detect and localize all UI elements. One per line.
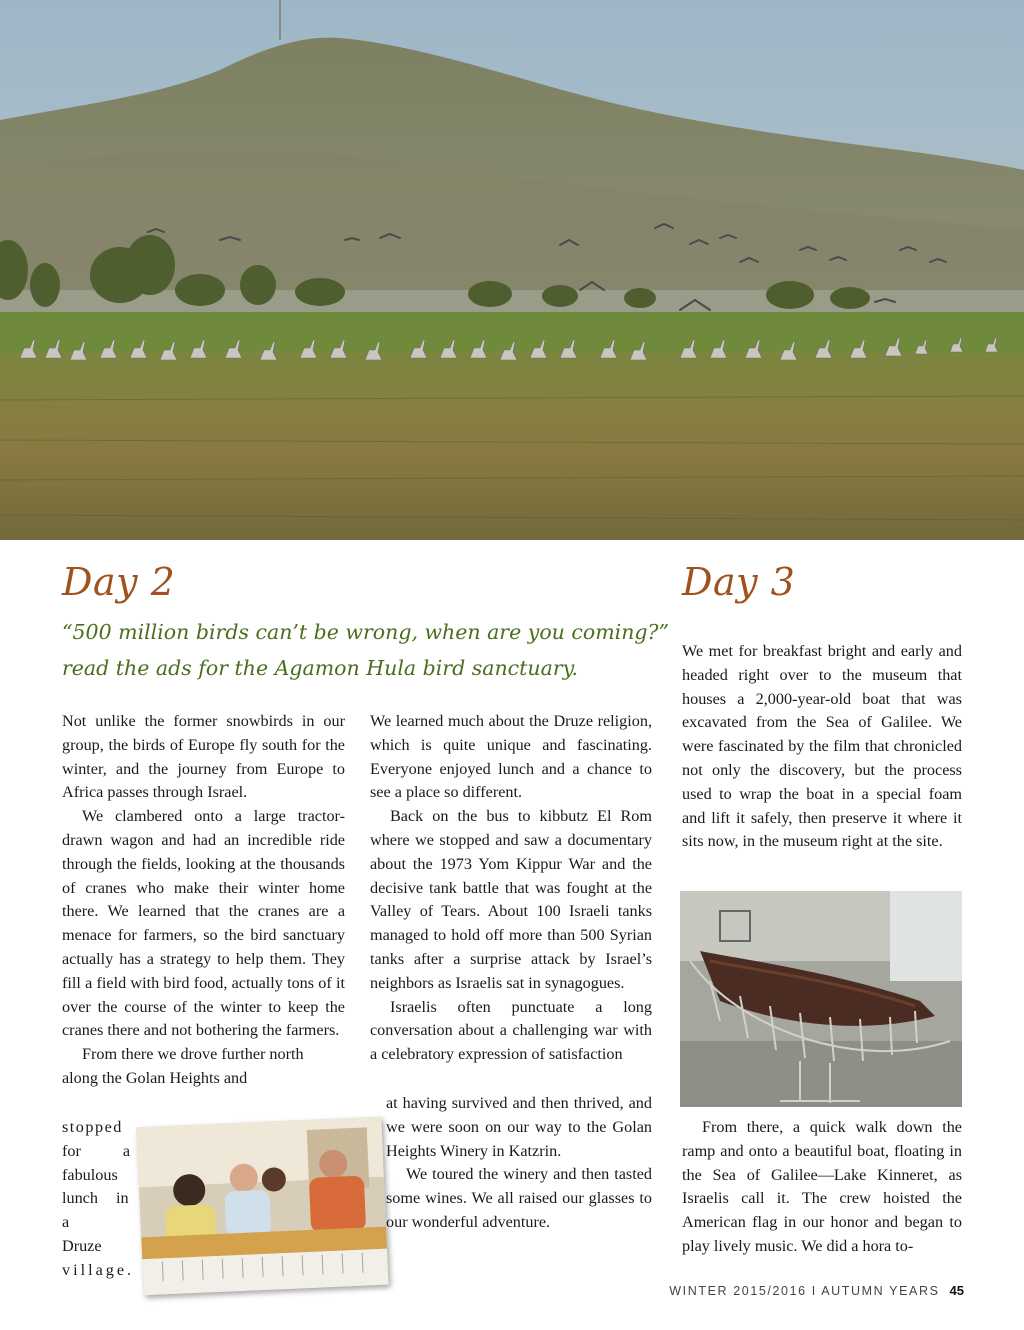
day2-col1-word-5: a Druze xyxy=(62,1213,102,1255)
day2-col1-wrap xyxy=(62,1116,134,1283)
day3-heading: Day 3 xyxy=(682,560,796,604)
day2-column-2-wrap xyxy=(386,1092,652,1235)
day2-col1-word-6: village. xyxy=(62,1260,135,1279)
day3-column-top xyxy=(682,640,962,854)
day2-col1-word-2: for a xyxy=(62,1141,131,1160)
day2-col1-paragraph-2: We clambered onto a large tractor-drawn wagon and had an incredible ride through the fields, looking at the thousands of cranes who make their winter home there. We learned that the cranes are a menace for farmers, so the bird sanctuary actually has a strategy to help them. They fill a field with bird food, actually tons of it over the course of the winter to keep the cranes there and not bothering the farmers. xyxy=(62,807,345,1040)
day2-column-1 xyxy=(62,710,345,1091)
ancient-boat-photo xyxy=(680,891,962,1107)
day2-col2-paragraph-1: We learned much about the Druze religion, which is quite unique and fascinating. Everyone enjoyed lunch and a chance to see a place so different. xyxy=(370,712,652,802)
day2-heading: Day 2 xyxy=(62,560,176,604)
winery-tasting-photo xyxy=(136,1117,388,1296)
issue-label: WINTER 2015/2016 I AUTUMN YEARS xyxy=(669,1284,940,1298)
page-number: 45 xyxy=(949,1283,964,1298)
day2-col2-paragraph-3b: at having survived and then thrived, and we were soon on our way to the Golan Heights Winery in Katzrin. xyxy=(386,1094,652,1160)
hero-photo-cranes xyxy=(0,0,1024,540)
day2-col1-word-4: lunch in xyxy=(62,1189,129,1208)
day2-col2-paragraph-2: Back on the bus to kibbutz El Rom where we stopped and saw a documentary about the 1973 Yom Kippur War and the decisive tank battle that was fought at the Valley of Tears. About 100 Israeli tanks managed to hold off more than 500 Syrian tanks after a surprise attack by Israel’s neighbors as Israelis sat in synagogues. xyxy=(370,807,652,992)
day2-col1-paragraph-1: Not unlike the former snowbirds in our group, the birds of Europe fly south for the winter, and the journey from Europe to Africa passes through Israel. xyxy=(62,712,345,802)
page-footer xyxy=(669,1283,964,1298)
day2-col1-paragraph-3-line1: From there we drove further north xyxy=(82,1045,304,1064)
day3-paragraph-1: We met for breakfast bright and early and headed right over to the museum that houses a 2,000-year-old boat that was excavated from the Sea of Galilee. We were fascinated by the film that chronicled not only the discovery, but the process used to wrap the boat in a special foam and lift it safely, then preserve it where it sits now, in the museum right at the site. xyxy=(682,642,962,851)
day3-column-bottom xyxy=(682,1116,962,1259)
day2-col2-paragraph-4: We toured the winery and then tasted some wines. We all raised our glasses to our wonderful adventure. xyxy=(386,1165,652,1231)
day2-col1-word-1: stopped xyxy=(62,1118,123,1136)
day2-subhead-line1: “500 million birds can’t be wrong, when are you coming?” xyxy=(62,620,670,644)
day2-col1-word-3: fabulous xyxy=(62,1165,118,1184)
day2-col2-paragraph-3a: Israelis often punctuate a long conversation about a challenging war with a celebratory expression of satisfaction xyxy=(370,997,652,1064)
day2-col1-paragraph-3-line2: along the Golan Heights and xyxy=(62,1068,248,1087)
day3-paragraph-2: From there, a quick walk down the ramp and onto a beautiful boat, floating in the Sea of Galilee—Lake Kinneret, as Israelis call it. The crew hoisted the American flag in our honor and began to play lively music. We did a hora to- xyxy=(682,1118,962,1255)
day2-subhead-line2: read the ads for the Agamon Hula bird sanctuary. xyxy=(62,656,579,680)
day2-column-2 xyxy=(370,710,652,1067)
